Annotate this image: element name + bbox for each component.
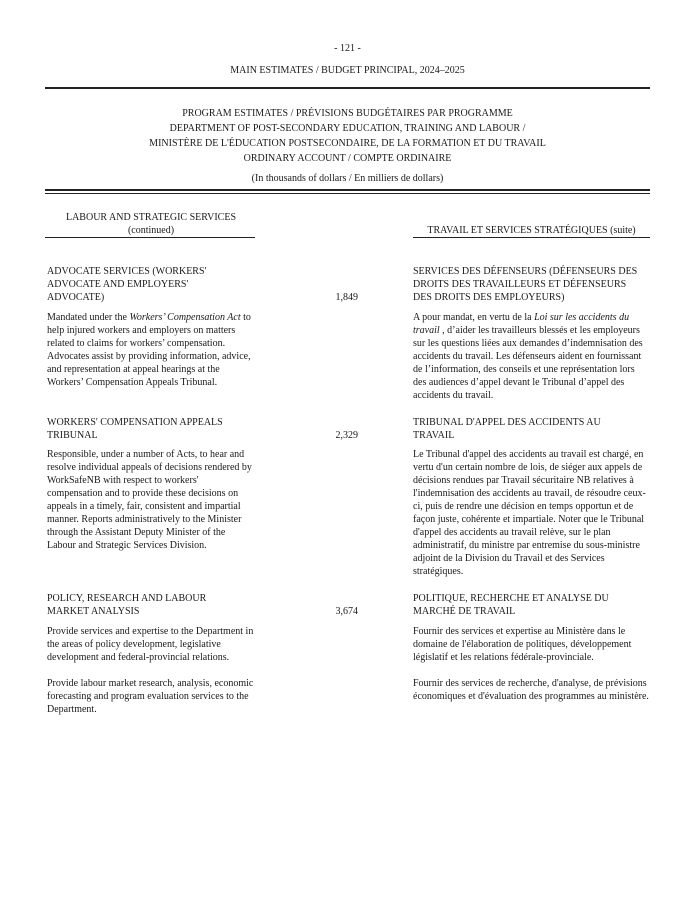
header-rule-bottom-2 — [45, 193, 650, 194]
program-1-description-fr — [413, 311, 650, 402]
program-3-description-en-2: Provide labour market research, analysis, economic forecasting and program evaluation services to the Department. — [47, 678, 254, 715]
header-rule-top — [45, 87, 650, 89]
program-3-title-fr-line: MARCHÉ DE TRAVAIL — [413, 606, 516, 617]
section-title-fr: TRAVAIL ET SERVICES STRATÉGIQUES (suite) — [427, 225, 636, 236]
header-line-4: ORDINARY ACCOUNT / COMPTE ORDINAIRE — [243, 153, 452, 164]
program-2-title-fr-line: TRIBUNAL D'APPEL DES ACCIDENTS AU — [413, 417, 601, 428]
section-title-en — [47, 211, 255, 237]
program-1-title-en — [47, 265, 255, 304]
page-number: - 121 - — [334, 43, 361, 54]
program-3-title-fr — [413, 592, 650, 618]
program-1-title-fr-line: DROITS DES TRAVAILLEURS ET DÉFENSEURS — [413, 279, 627, 290]
program-3-description-en-1: Provide services and expertise to the Department in the areas of policy development, legislative development and federal-provincial relations. — [47, 626, 254, 663]
program-2-description-en: Responsible, under a number of Acts, to hear and resolve individual appeals of decisions rendered by WorkSafeNB with respect to workers' compensation and to provide these decisions on appeals in a timely, fair, consistent and impartial manner. Reports administratively to the Minister through the Assistant Deputy Minister of the Labour and Strategic Services Division. — [47, 449, 252, 551]
program-1-amount: 1,849 — [335, 292, 358, 303]
program-2-title-en-line: WORKERS' COMPENSATION APPEALS — [47, 417, 223, 428]
text-run: , d’aider les travailleurs blessés et les employeurs sur les questions liées aux demandes d’indemnisation des accidents du travail. Les défenseurs aident en fournissant de l’information, des conseils et une représentation lors des audiences d’appel devant le Tribunal d’appel des accidents du travail. — [413, 325, 643, 401]
act-name: Loi sur les accidents du travail — [413, 312, 630, 336]
text-run: to help injured workers and employers on matters related to claims for workers’ compensation. Advocates assist by providing information, advice, and representation at appeal hearings at the Workers’ Compensation Appeals Tribunal. — [47, 312, 251, 388]
section-rule-en — [45, 237, 255, 238]
section-title-en-line1: LABOUR AND STRATEGIC SERVICES — [65, 212, 237, 223]
program-1-title-fr — [413, 265, 650, 304]
program-3-description-fr-1: Fournir des services et expertise au Ministère dans le domaine de l'élaboration de politiques, développement législatif et les relations fédérale-provinciale. — [413, 626, 632, 663]
running-title: MAIN ESTIMATES / BUDGET PRINCIPAL, 2024–2025 — [230, 65, 465, 76]
header-rule-bottom-1 — [45, 189, 650, 191]
act-name: Workers’ Compensation Act — [129, 312, 241, 323]
units-note: (In thousands of dollars / En milliers de dollars) — [251, 173, 444, 184]
program-3-title-en — [47, 592, 255, 618]
program-2-title-en — [47, 416, 255, 442]
section-rule-fr — [413, 237, 650, 238]
header-line-2: DEPARTMENT OF POST-SECONDARY EDUCATION, TRAINING AND LABOUR / — [169, 123, 526, 134]
program-1-title-en-line: ADVOCATE AND EMPLOYERS' — [47, 279, 189, 290]
program-1-title-en-line: ADVOCATE) — [47, 292, 105, 303]
program-1-title-fr-line: SERVICES DES DÉFENSEURS (DÉFENSEURS DES — [413, 266, 638, 277]
section-title-en-line2: (continued) — [127, 225, 175, 236]
program-2-amount: 2,329 — [335, 430, 358, 441]
program-1-title-fr-line: DES DROITS DES EMPLOYEURS) — [413, 292, 565, 303]
header-line-1: PROGRAM ESTIMATES / PRÉVISIONS BUDGÉTAIRES PAR PROGRAMME — [182, 108, 513, 119]
program-3-title-en-line: MARKET ANALYSIS — [47, 606, 140, 617]
program-1-title-en-line: ADVOCATE SERVICES (WORKERS' — [47, 266, 207, 277]
program-3-title-en-line: POLICY, RESEARCH AND LABOUR — [47, 593, 207, 604]
program-1-description-en — [47, 311, 255, 389]
program-3-description-fr-2: Fournir des services de recherche, d'analyse, de prévisions économiques et d'évaluation des programmes au ministère. — [413, 678, 649, 702]
program-2-title-fr — [413, 416, 650, 442]
program-2-description-fr: Le Tribunal d'appel des accidents au travail est chargé, en vertu d'un certain nombre de lois, de siéger aux appels de décisions rendues par Travail sécuritaire NB relatives à l'indemnisation des accidents au travail, de résoudre ceux-ci, puis de rendre une décision en temps opportun et de façon juste, cohérente et impartiale. Noter que le Tribunal d'appel des accidents au travail relève, sur le plan administratif, du ministre par entremise du sous-ministre adjoint de la Division du Travail et des Services stratégiques. — [413, 449, 646, 577]
text-run: A pour mandat, en vertu de la — [413, 312, 535, 323]
program-3-amount: 3,674 — [335, 606, 358, 617]
program-3-title-fr-line: POLITIQUE, RECHERCHE ET ANALYSE DU — [413, 593, 609, 604]
header-line-3: MINISTÈRE DE L'ÉDUCATION POSTSECONDAIRE, DE LA FORMATION ET DU TRAVAIL — [149, 138, 546, 149]
program-2-title-en-line: TRIBUNAL — [47, 430, 98, 441]
program-2-title-fr-line: TRAVAIL — [413, 430, 455, 441]
text-run: Mandated under the — [47, 312, 130, 323]
